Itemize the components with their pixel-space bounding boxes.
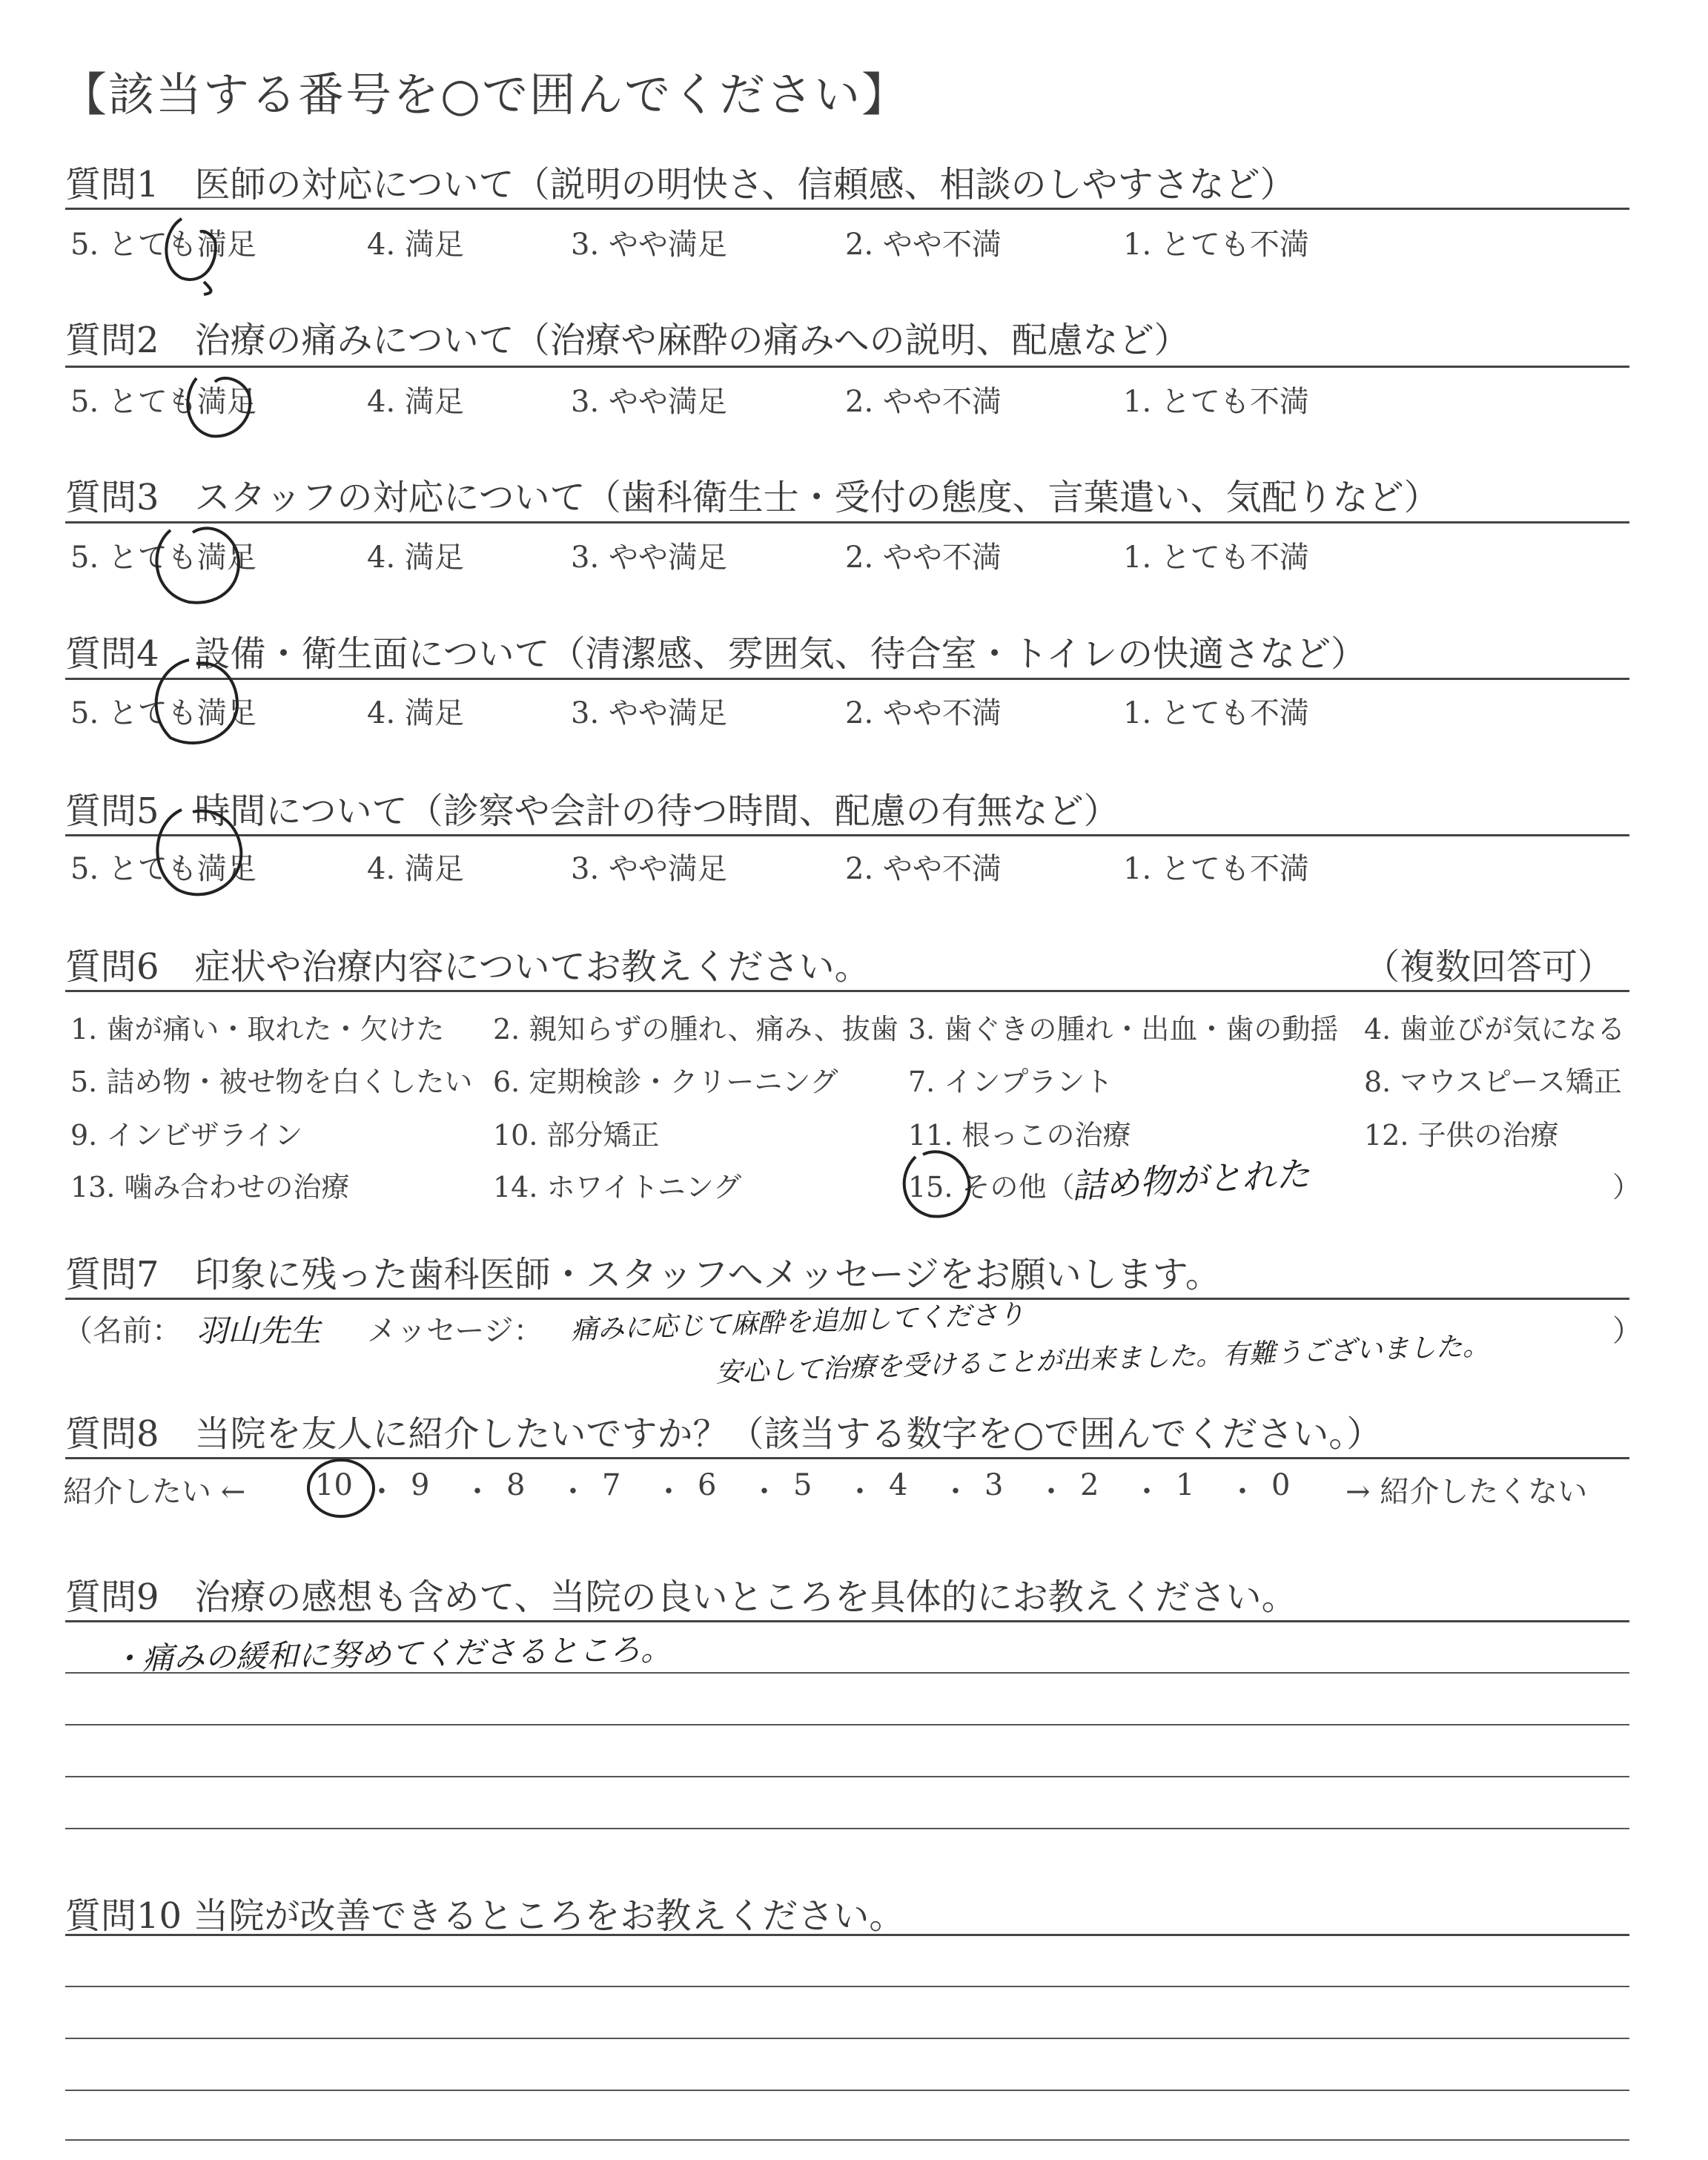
q5-option-1[interactable]: 1. とても不満 — [1123, 852, 1309, 886]
form-header: 【該当する番号を○で囲んでください】 — [61, 67, 910, 122]
q8-selection-circle — [304, 1457, 378, 1520]
q8-scale-number[interactable]: 5 — [793, 1468, 812, 1502]
q3-selection-circle — [141, 519, 252, 615]
divider — [65, 1934, 1629, 1936]
q4-option-4[interactable]: 4. 満足 — [367, 696, 464, 730]
q8-scale-number[interactable]: 9 — [411, 1468, 430, 1502]
q8-scale-separator: ・ — [463, 1475, 492, 1509]
q2-option-4[interactable]: 4. 満足 — [367, 385, 464, 419]
divider — [65, 208, 1629, 210]
question-7-title: 質問7 印象に残った歯科医師・スタッフへメッセージをお願いします。 — [65, 1254, 1221, 1295]
question-8-title: 質問8 当院を友人に紹介したいですか？（該当する数字を○で囲んでください。） — [65, 1413, 1383, 1455]
q4-option-3[interactable]: 3. やや満足 — [571, 696, 727, 730]
q8-scale-number[interactable]: 7 — [602, 1468, 621, 1502]
answer-line[interactable] — [65, 2090, 1629, 2091]
q2-option-3[interactable]: 3. やや満足 — [571, 385, 727, 419]
q1-option-5[interactable]: 5. とても満足 — [70, 228, 256, 262]
q3-option-1[interactable]: 1. とても不満 — [1123, 541, 1309, 575]
q8-scale-separator: ・ — [654, 1475, 683, 1509]
q2-option-1[interactable]: 1. とても不満 — [1123, 385, 1309, 419]
divider — [65, 678, 1629, 680]
q4-option-5[interactable]: 5. とても満足 — [70, 696, 256, 730]
q1-selection-circle — [159, 211, 234, 293]
q2-selection-circle — [182, 371, 263, 445]
question-6-title: 質問6 症状や治療内容についてお教えください。 — [65, 946, 870, 988]
q6-option-2[interactable]: 2. 親知らずの腫れ、痛み、抜歯 — [493, 1013, 898, 1046]
q8-scale-number[interactable]: 2 — [1080, 1468, 1099, 1502]
q7-close: ） — [1612, 1314, 1642, 1348]
q5-selection-circle — [141, 801, 252, 908]
divider — [65, 366, 1629, 368]
divider — [65, 521, 1629, 524]
q7-name-value: 羽山先生 — [196, 1312, 322, 1349]
question-6-note: （複数回答可） — [1364, 946, 1614, 988]
q8-scale-separator: ・ — [941, 1475, 970, 1509]
q3-option-3[interactable]: 3. やや満足 — [571, 541, 727, 575]
question-10-title: 質問10 当院が改善できるところをお教えください。 — [65, 1895, 905, 1937]
q1-option-1[interactable]: 1. とても不満 — [1123, 228, 1309, 262]
q6-option-6[interactable]: 6. 定期検診・クリーニング — [493, 1066, 838, 1098]
q7-message-label: メッセージ： — [367, 1314, 543, 1348]
q1-option-3[interactable]: 3. やや満足 — [571, 228, 727, 262]
q6-option-1[interactable]: 1. 歯が痛い・取れた・欠けた — [70, 1013, 445, 1046]
q8-scale-number[interactable]: 4 — [889, 1468, 908, 1502]
q1-option-2[interactable]: 2. やや不満 — [845, 228, 1002, 262]
q8-scale-number[interactable]: 10 — [315, 1468, 353, 1502]
answer-line — [65, 1828, 1629, 1829]
q8-scale-separator: ・ — [558, 1475, 588, 1509]
q6-option-10[interactable]: 10. 部分矯正 — [493, 1119, 660, 1152]
divider — [65, 990, 1629, 992]
q8-scale-number[interactable]: 3 — [984, 1468, 1004, 1502]
question-9-title: 質問9 治療の感想も含めて、当院の良いところを具体的にお教えください。 — [65, 1576, 1297, 1618]
q8-scale-separator: ・ — [1228, 1475, 1257, 1509]
question-4-title: 質問4 設備・衛生面について（清潔感、雰囲気、待合室・トイレの快適さなど） — [65, 633, 1367, 675]
q8-scale-number[interactable]: 0 — [1271, 1468, 1291, 1502]
q7-name-label: （名前： — [63, 1314, 182, 1348]
answer-line — [65, 1672, 1629, 1674]
q6-option-7[interactable]: 7. インプラント — [908, 1066, 1113, 1098]
divider — [65, 834, 1629, 836]
q6-option-15[interactable]: 15. その他（ — [908, 1171, 1075, 1203]
question-2-title: 質問2 治療の痛みについて（治療や麻酔の痛みへの説明、配慮など） — [65, 320, 1190, 361]
answer-line[interactable] — [65, 1986, 1629, 1987]
q6-other-close: ） — [1612, 1171, 1641, 1203]
q6-option-3[interactable]: 3. 歯ぐきの腫れ・出血・歯の動揺 — [908, 1013, 1339, 1046]
q8-scale-separator: ・ — [367, 1475, 397, 1509]
q6-option-5[interactable]: 5. 詰め物・被せ物を白くしたい — [70, 1066, 473, 1098]
q6-option-11[interactable]: 11. 根っこの治療 — [908, 1119, 1131, 1152]
answer-line[interactable] — [65, 2139, 1629, 2141]
q8-scale-separator: ・ — [1036, 1475, 1066, 1509]
q6-option-13[interactable]: 13. 噛み合わせの治療 — [70, 1171, 350, 1203]
answer-line — [65, 1724, 1629, 1725]
q7-message-line-1: 痛みに応じて麻酔を追加してくださり — [570, 1299, 1025, 1346]
q5-option-5[interactable]: 5. とても満足 — [70, 852, 256, 886]
q8-scale-number[interactable]: 1 — [1176, 1468, 1195, 1502]
q6-option-4[interactable]: 4. 歯並びが気になる — [1364, 1013, 1626, 1046]
q6-option-14[interactable]: 14. ホワイトニング — [493, 1171, 742, 1203]
question-1-title: 質問1 医師の対応について（説明の明快さ、信頼感、相談のしやすさなど） — [65, 164, 1296, 205]
q5-option-4[interactable]: 4. 満足 — [367, 852, 464, 886]
q6-option-8[interactable]: 8. マウスピース矯正 — [1364, 1066, 1622, 1098]
q9-answer[interactable]: ・痛みの緩和に努めてくださるところ。 — [110, 1631, 672, 1677]
answer-line — [65, 1776, 1629, 1777]
q2-option-5[interactable]: 5. とても満足 — [70, 385, 256, 419]
q6-other-answer: 詰め物がとれた — [1070, 1153, 1311, 1206]
question-3-title: 質問3 スタッフの対応について（歯科衛生士・受付の態度、言葉遣い、気配りなど） — [65, 477, 1440, 518]
q6-option-12[interactable]: 12. 子供の治療 — [1364, 1119, 1559, 1152]
divider — [65, 1457, 1629, 1459]
q3-option-5[interactable]: 5. とても満足 — [70, 541, 256, 575]
q3-option-2[interactable]: 2. やや不満 — [845, 541, 1002, 575]
q8-scale-separator: ・ — [1132, 1475, 1162, 1509]
question-5-title: 質問5 時間について（診察や会計の待つ時間、配慮の有無など） — [65, 790, 1119, 832]
q4-option-1[interactable]: 1. とても不満 — [1123, 696, 1309, 730]
q3-option-4[interactable]: 4. 満足 — [367, 541, 464, 575]
q4-option-2[interactable]: 2. やや不満 — [845, 696, 1002, 730]
q2-option-2[interactable]: 2. やや不満 — [845, 385, 1002, 419]
q5-option-2[interactable]: 2. やや不満 — [845, 852, 1002, 886]
q8-scale-separator: ・ — [845, 1475, 875, 1509]
q8-left-label: 紹介したい ← — [63, 1475, 246, 1509]
q5-option-3[interactable]: 3. やや満足 — [571, 852, 727, 886]
q8-scale-number[interactable]: 8 — [506, 1468, 526, 1502]
answer-line[interactable] — [65, 2038, 1629, 2039]
q8-right-label: → 紹介したくない — [1345, 1475, 1588, 1509]
divider — [65, 1620, 1629, 1622]
q7-message-line-2: 安心して治療を受けることが出来ました。有難うございました。 — [715, 1330, 1490, 1389]
q6-option-9[interactable]: 9. インビザライン — [70, 1119, 303, 1152]
q1-option-4[interactable]: 4. 満足 — [367, 228, 464, 262]
q4-selection-circle — [137, 653, 248, 756]
q8-scale-number[interactable]: 6 — [698, 1468, 717, 1502]
q8-scale-separator: ・ — [749, 1475, 779, 1509]
q6-selection-circle — [897, 1146, 979, 1223]
